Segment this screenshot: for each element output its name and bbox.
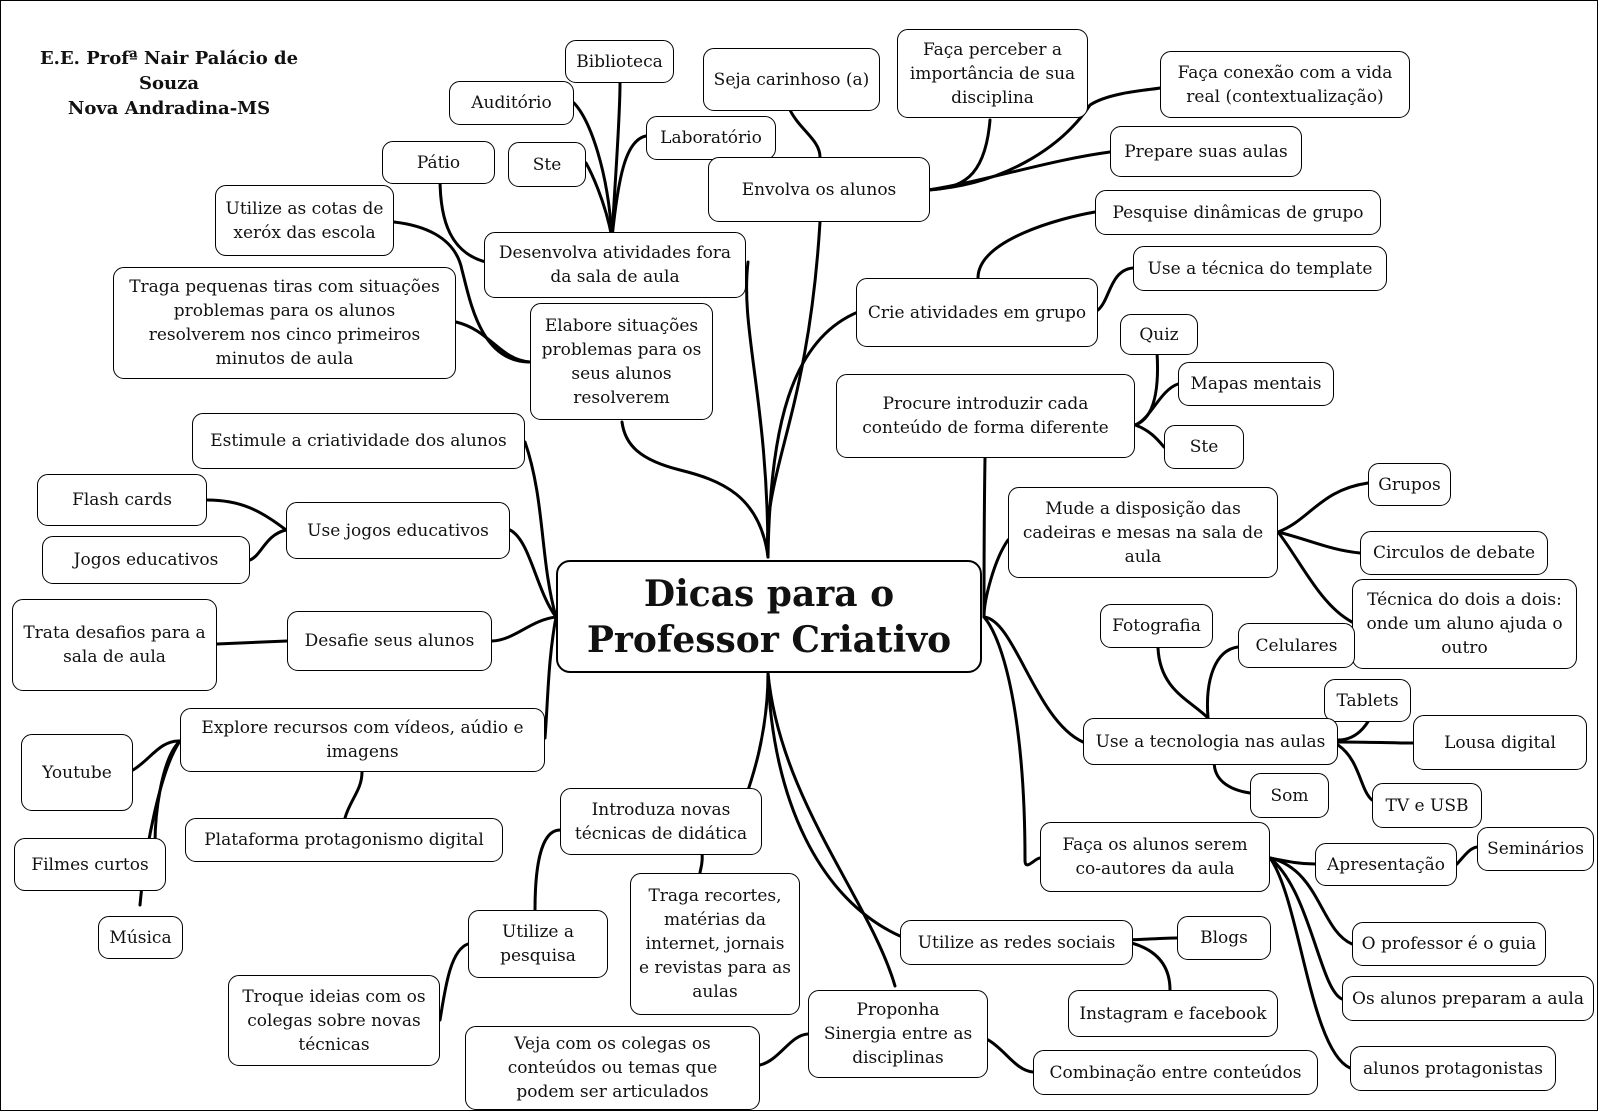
link-apresentacao-seminarios [1457,847,1477,864]
link-mude-grupos [1278,483,1368,532]
node-xerox[interactable]: Utilize as cotas de xeróx das escola [215,185,394,256]
node-desenvolva[interactable]: Desenvolva atividades fora da sala de aula [484,232,746,298]
node-filmes[interactable]: Filmes curtos [14,838,166,891]
node-dinamicas[interactable]: Pesquise dinâmicas de grupo [1095,190,1381,235]
link-central-usejogos [510,530,556,617]
node-celulares[interactable]: Celulares [1238,623,1355,668]
node-circulos[interactable]: Circulos de debate [1360,531,1548,575]
node-blogs[interactable]: Blogs [1177,916,1271,960]
node-use-jogos[interactable]: Use jogos educativos [286,502,510,559]
node-guia[interactable]: O professor é o guia [1352,922,1546,966]
node-instagram[interactable]: Instagram e facebook [1068,990,1278,1037]
school-name: E.E. Profª Nair Palácio de Souza Nova Andradina-MS [39,48,299,119]
link-central-estimule [525,442,556,617]
link-sinergia-veja [760,1034,808,1065]
link-grupo-template [1098,268,1133,310]
node-conexao[interactable]: Faça conexão com a vida real (contextualização) [1160,51,1410,118]
node-ste-desenvolva[interactable]: Ste [508,142,586,187]
node-preparam[interactable]: Os alunos preparam a aula [1342,976,1594,1021]
node-lousa[interactable]: Lousa digital [1413,715,1587,770]
node-jogos-educativos[interactable]: Jogos educativos [42,536,250,584]
link-central-explore [545,617,556,738]
link-elabore-tiras [456,322,530,362]
node-estimule[interactable]: Estimule a criatividade dos alunos [192,413,525,469]
node-elabore[interactable]: Elabore situações problemas para os seus alunos resolverem [530,303,713,420]
link-explore-plataforma [345,772,362,818]
node-laboratorio[interactable]: Laboratório [646,116,776,160]
link-tecnologia-fotografia [1158,648,1208,718]
node-seminarios[interactable]: Seminários [1477,827,1594,871]
node-flash[interactable]: Flash cards [37,474,207,526]
link-desafie-desafios [217,641,287,644]
node-tv[interactable]: TV e USB [1372,783,1482,828]
node-auditorio[interactable]: Auditório [449,81,574,125]
node-combinacao[interactable]: Combinação entre conteúdos [1033,1050,1318,1095]
link-mude-dois [1278,532,1352,622]
node-youtube[interactable]: Youtube [21,734,133,811]
link-tecnologia-lousa [1338,742,1413,743]
node-explore[interactable]: Explore recursos com vídeos, aúdio e imagens [180,708,545,772]
node-tecnologia[interactable]: Use a tecnologia nas aulas [1083,718,1338,765]
node-som[interactable]: Som [1250,773,1329,818]
node-tiras[interactable]: Traga pequenas tiras com situações problemas para os alunos resolverem nos cinco primeiros minutos de aula [113,267,456,379]
link-introduza-pesquisa [535,830,560,910]
node-redes[interactable]: Utilize as redes sociais [900,920,1133,965]
link-desenvolva-patio [440,178,490,263]
node-troque[interactable]: Troque ideias com os colegas sobre novas técnicas [228,975,440,1066]
node-template[interactable]: Use a técnica do template [1133,246,1387,291]
node-patio[interactable]: Pátio [382,141,495,184]
link-central-mude [984,540,1008,617]
link-grupo-dinamicas [978,212,1095,278]
node-introduza[interactable]: Introduza novas técnicas de didática [560,788,762,855]
link-pesquisa-troque [440,944,468,1020]
node-pesquisa[interactable]: Utilize a pesquisa [468,910,608,978]
link-usejogos-flash [207,500,286,530]
node-procure[interactable]: Procure introduzir cada conteúdo de forma diferente [836,374,1135,458]
link-central-desenvolva [747,262,768,557]
link-procure-ste [1135,425,1164,447]
node-desafie[interactable]: Desafie seus alunos [287,611,492,671]
node-coautores[interactable]: Faça os alunos serem co-autores da aula [1040,822,1270,892]
node-veja[interactable]: Veja com os colegas os conteúdos ou temas que podem ser articulados [465,1026,760,1110]
link-central-desafie [492,617,556,641]
node-mapas[interactable]: Mapas mentais [1178,362,1334,406]
link-envolva-carinhoso [790,110,820,157]
node-dois[interactable]: Técnica do dois a dois: onde um aluno ajuda o outro [1352,579,1577,669]
node-fotografia[interactable]: Fotografia [1100,604,1213,648]
link-envolva-prepare [928,152,1110,190]
node-envolva[interactable]: Envolva os alunos [708,157,930,222]
link-central-coautores [984,617,1040,865]
node-prepare[interactable]: Prepare suas aulas [1110,126,1302,177]
node-grupos[interactable]: Grupos [1368,463,1451,506]
link-central-elabore [622,422,768,557]
link-usejogos-jogos [250,530,286,560]
node-plataforma[interactable]: Plataforma protagonismo digital [185,818,503,862]
node-biblioteca[interactable]: Biblioteca [565,40,674,83]
node-protagonistas[interactable]: alunos protagonistas [1350,1046,1556,1091]
node-tablets[interactable]: Tablets [1324,679,1411,722]
central-topic[interactable]: Dicas para o Professor Criativo [556,560,982,673]
node-carinhoso[interactable]: Seja carinhoso (a) [703,48,880,111]
node-mude[interactable]: Mude a disposição das cadeiras e mesas na sala de aula [1008,487,1278,578]
node-desafios[interactable]: Trata desafios para a sala de aula [12,599,217,691]
link-central-tecnologia [984,617,1083,742]
link-central-envolva [767,222,820,557]
link-central-procure [984,458,985,617]
link-tecnologia-celulares [1207,647,1238,718]
node-grupo[interactable]: Crie atividades em grupo [856,278,1098,347]
link-tecnologia-tv [1338,745,1372,800]
link-procure-quiz [1135,352,1158,425]
node-sinergia[interactable]: Proponha Sinergia entre as disciplinas [808,990,988,1078]
node-importancia[interactable]: Faça perceber a importância de sua disciplina [897,29,1088,118]
node-quiz[interactable]: Quiz [1120,314,1198,355]
node-ste-procure[interactable]: Ste [1164,425,1244,469]
node-recortes[interactable]: Traga recortes, matérias da internet, jornais e revistas para as aulas [630,873,800,1015]
node-apresentacao[interactable]: Apresentação [1315,843,1457,886]
node-musica[interactable]: Música [98,916,183,959]
